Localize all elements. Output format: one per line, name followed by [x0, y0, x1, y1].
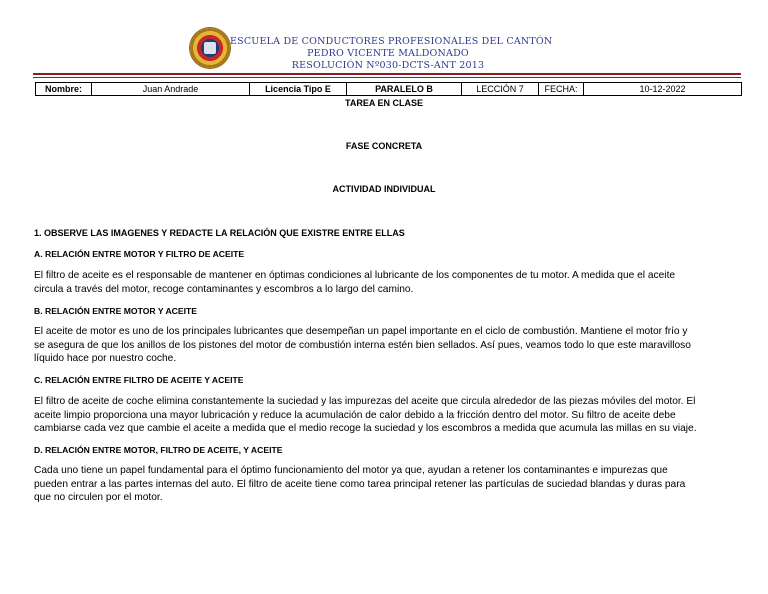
- text-line: Cada uno tiene un papel fundamental para el óptimo funcionamiento del motor ya que, ayudan a retener los contaminantes e impurezas que: [34, 465, 668, 476]
- nombre-value: Juan Andrade: [92, 83, 250, 96]
- nombre-label: Nombre:: [36, 83, 92, 96]
- section-c-text: [34, 395, 736, 436]
- actividad-title: ACTIVIDAD INDIVIDUAL: [332, 184, 436, 194]
- text-line: pueden entrar a las partes internas del auto. El filtro de aceite tiene como tarea principal retener las partículas de suciedad blandas y duras para: [34, 478, 686, 490]
- header-divider-thin: [33, 77, 741, 78]
- text-line: que no circulen por el motor.: [34, 492, 163, 503]
- leccion: LECCIÓN 7: [462, 83, 539, 96]
- student-info-table: [35, 82, 742, 96]
- text-line: El filtro de aceite es el responsable de mantener en óptimas condiciones al lubricante de los componentes de tu motor. A medida que el aceite: [34, 270, 676, 281]
- tarea-title: TAREA EN CLASE: [344, 98, 423, 108]
- school-seal-logo: [190, 28, 230, 68]
- text-line: aceite limpio proporciona una mayor lubricación y reduce la acumulación de calor debido a la fricción dentro del motor. Su filtro de aceite debe: [34, 409, 676, 421]
- document-header: [0, 0, 768, 80]
- section-a-text: [34, 269, 736, 296]
- school-location: PEDRO VICENTE MALDONADO: [307, 48, 469, 59]
- question-heading: 1. OBSERVE LAS IMAGENES Y REDACTE LA RELACIÓN QUE EXISTRE ENTRE ELLAS: [34, 228, 405, 238]
- text-line: El filtro de aceite de coche elimina constantemente la suciedad y las impurezas del aceite que circula alrededor de las piezas móviles del motor. El: [34, 396, 696, 407]
- section-d-text: [34, 464, 736, 505]
- fecha-value: 10-12-2022: [584, 83, 742, 96]
- seal-emblem: [204, 42, 216, 54]
- school-name: ESCUELA DE CONDUCTORES PROFESIONALES DEL CANTÓN: [230, 36, 553, 47]
- text-line: líquido hace por nuestro coche.: [34, 353, 177, 364]
- header-divider: [33, 73, 741, 75]
- section-d-heading: D. RELACIÓN ENTRE MOTOR, FILTRO DE ACEITE, Y ACEITE: [34, 445, 283, 455]
- section-a-heading: A. RELACIÓN ENTRE MOTOR Y FILTRO DE ACEITE: [34, 249, 245, 259]
- school-resolution: RESOLUCIÓN Nº030-DCTS-ANT 2013: [291, 60, 485, 71]
- section-b-heading: B. RELACIÓN ENTRE MOTOR Y ACEITE: [34, 306, 197, 316]
- paralelo: PARALELO B: [347, 83, 462, 96]
- section-b-text: [34, 325, 736, 366]
- section-c-heading: C. RELACIÓN ENTRE FILTRO DE ACEITE Y ACEITE: [34, 375, 244, 385]
- text-line: El aceite de motor es uno de los principales lubricantes que desempeñan un papel importante en el ciclo de combustión. Mantiene el motor frío y: [34, 326, 688, 337]
- text-line: circula a través del motor, recoge contaminantes y escombros a lo largo del camino.: [34, 283, 414, 295]
- fecha-label: FECHA:: [539, 83, 584, 96]
- text-line: cambiarse cada vez que cambie el aceite a medida que el medio recoge la suciedad y los escombros a medida que acumula las millas en su viaje.: [34, 423, 697, 434]
- fase-title: FASE CONCRETA: [345, 141, 423, 151]
- text-line: se asegura de que los anillos de los pistones del motor de combustión interna estén bien sellados. Así pues, veamos todo lo que este maravilloso: [34, 339, 691, 351]
- licencia-type: Licencia Tipo E: [250, 83, 347, 96]
